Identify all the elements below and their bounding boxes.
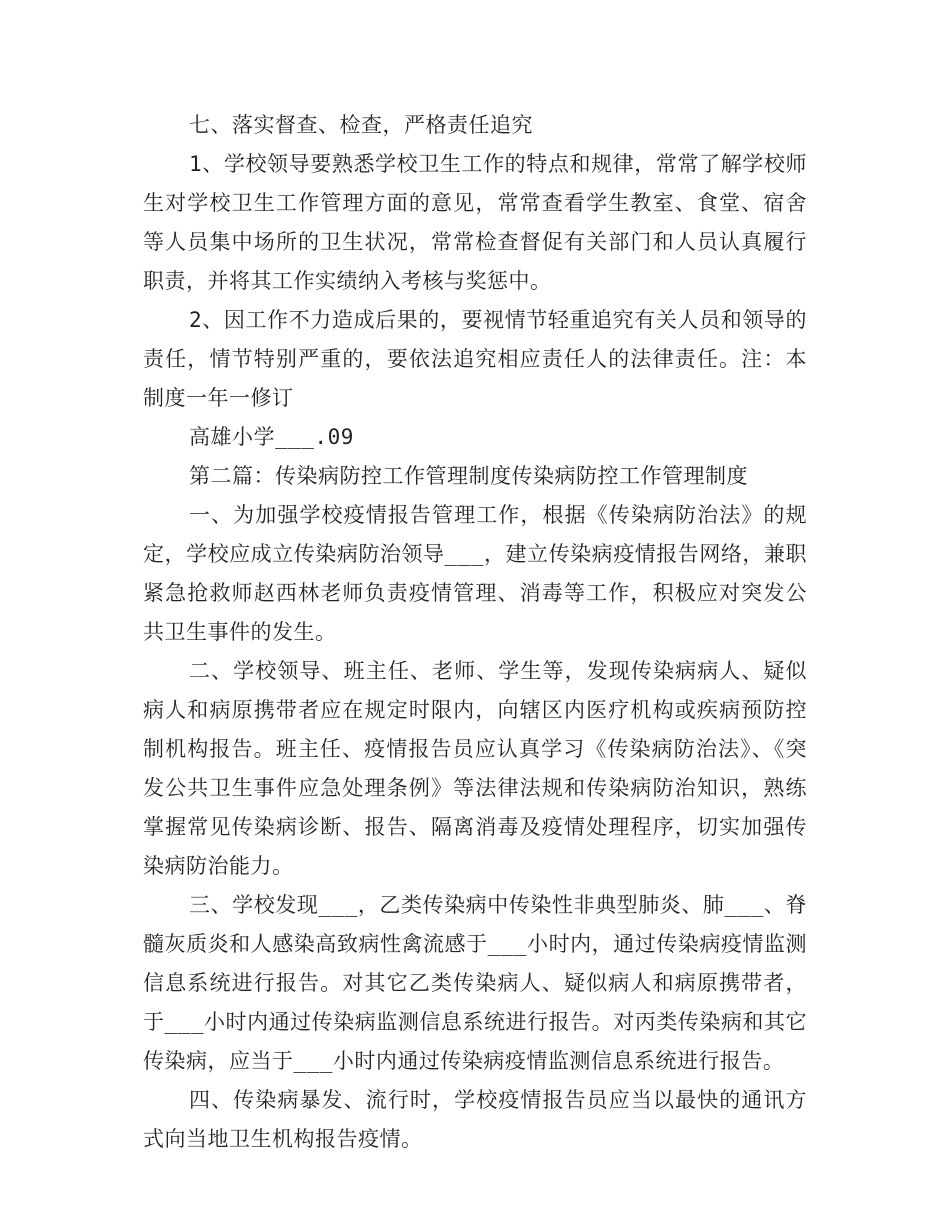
paragraph-item-three: 三、学校发现___，乙类传染病中传染性非典型肺炎、肺___、脊髓灰质炎和人感染高致病性禽流感于___小时内，通过传染病疫情监测信息系统进行报告。对其它乙类传染病人、疑似病人和病原携带者，于___小时内通过传染病监测信息系统进行报告。对丙类传染病和其它传染病，应当于___小时内通过传染病疫情监测信息系统进行报告。: [143, 893, 807, 1073]
chapter-two-title: 第二篇：传染病防控工作管理制度传染病防控工作管理制度: [189, 464, 748, 488]
school-signature-line: 高雄小学___.09: [189, 425, 354, 449]
document-body: [143, 106, 807, 1159]
paragraph-item-one: 一、为加强学校疫情报告管理工作，根据《传染病防治法》的规定，学校应成立传染病防治领导___，建立传染病疫情报告网络，兼职紧急抢救师赵西林老师负责疫情管理、消毒等工作，积极应对突发公共卫生事件的发生。: [143, 503, 807, 644]
paragraph-item-two: 二、学校领导、班主任、老师、学生等，发现传染病病人、疑似病人和病原携带者应在规定时限内，向辖区内医疗机构或疾病预防控制机构报告。班主任、疫情报告员应认真学习《传染病防治法》、《突发公共卫生事件应急处理条例》等法律法规和传染病防治知识，熟练掌握常见传染病诊断、报告、隔离消毒及疫情处理程序，切实加强传染病防治能力。: [143, 659, 807, 878]
paragraph-item-four: 四、传染病暴发、流行时，学校疫情报告员应当以最快的通讯方式向当地卫生机构报告疫情。: [143, 1088, 807, 1151]
section-heading-seven: 七、落实督查、检查，严格责任追究: [189, 113, 533, 137]
paragraph-accountability: 2、因工作不力造成后果的，要视情节轻重追究有关人员和领导的责任，情节特别严重的，要依法追究相应责任人的法律责任。注：本制度一年一修订: [143, 308, 807, 410]
paragraph-leadership-duties: 1、学校领导要熟悉学校卫生工作的特点和规律，常常了解学校师生对学校卫生工作管理方面的意见，常常查看学生教室、食堂、宿舍等人员集中场所的卫生状况，常常检查督促有关部门和人员认真履行职责，并将其工作实绩纳入考核与奖惩中。: [143, 152, 807, 293]
